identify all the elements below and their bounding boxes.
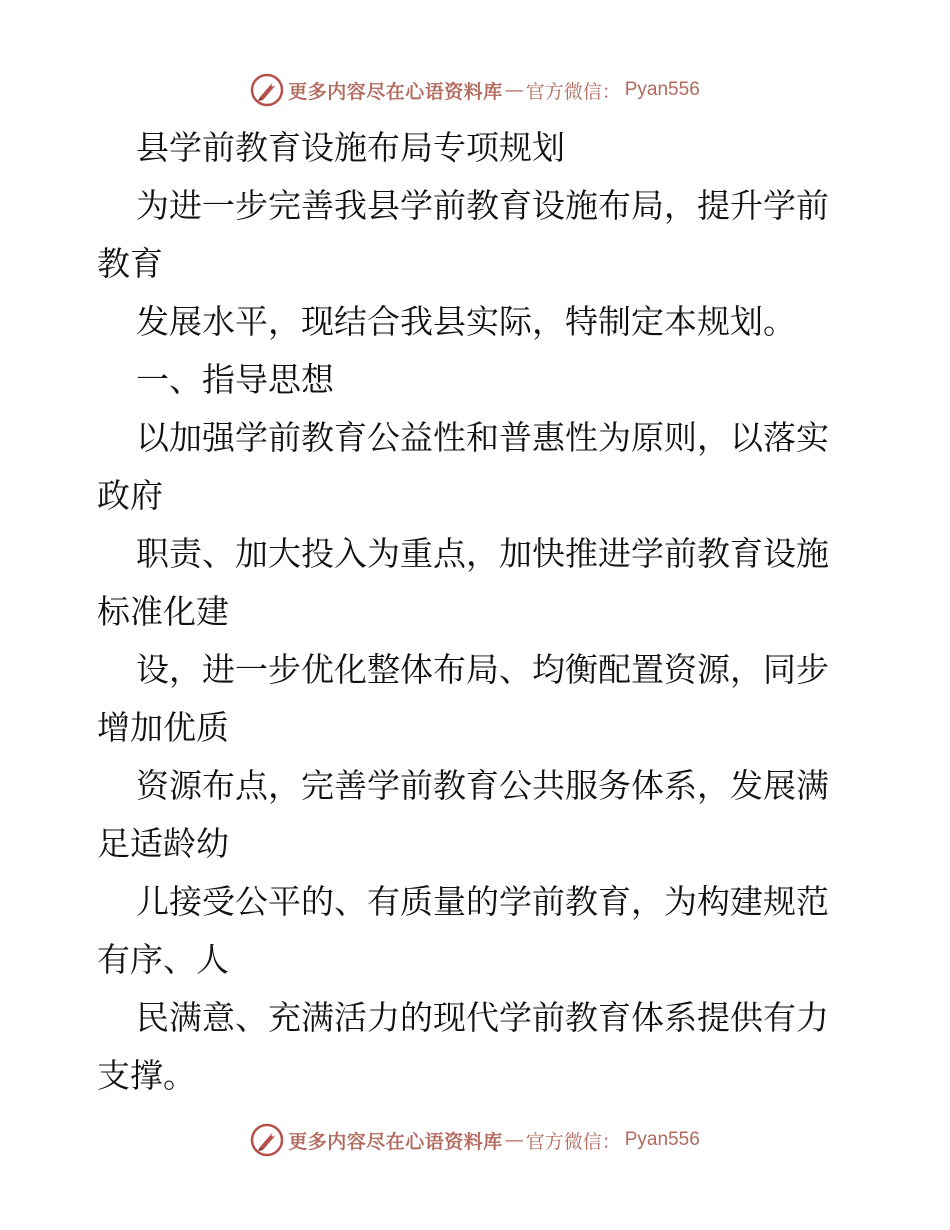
- paragraph-line: 儿接受公平的、有质量的学前教育，为构建规范: [136, 882, 829, 921]
- banner-separator: —: [504, 1129, 524, 1151]
- header-banner: [0, 70, 950, 110]
- banner-separator: —: [504, 79, 524, 101]
- paragraph-line: 发展水平，现结合我县实际，特制定本规划。: [136, 302, 796, 341]
- paragraph-line: 足适龄幼: [97, 824, 229, 863]
- paragraph-line: 支撑。: [97, 1056, 196, 1095]
- banner-label: 官方微信：: [525, 80, 621, 103]
- paragraph-line: 设，进一步优化整体布局、均衡配置资源，同步: [136, 650, 829, 689]
- pen-nib-logo-icon: [250, 73, 284, 107]
- paragraph-line: 职责、加大投入为重点，加快推进学前教育设施: [136, 534, 829, 573]
- banner-label: 官方微信：: [525, 1130, 621, 1153]
- banner-id: Pyan556: [624, 1129, 700, 1150]
- banner-text: 更多内容尽在心语资料库: [288, 1130, 503, 1153]
- banner-id: Pyan556: [624, 79, 700, 100]
- paragraph-line: 标准化建: [97, 592, 229, 631]
- section-heading: 一、指导思想: [136, 360, 334, 399]
- paragraph-line: 增加优质: [97, 708, 229, 747]
- paragraph-line: 政府: [97, 476, 163, 515]
- paragraph-line: 以加强学前教育公益性和普惠性为原则，以落实: [136, 418, 829, 457]
- paragraph-line: 有序、人: [97, 940, 229, 979]
- footer-banner: [0, 1120, 950, 1160]
- paragraph-line: 民满意、充满活力的现代学前教育体系提供有力: [136, 998, 829, 1037]
- pen-nib-logo-icon: [250, 1123, 284, 1157]
- paragraph-line: 教育: [97, 244, 163, 283]
- banner-text: 更多内容尽在心语资料库: [288, 80, 503, 103]
- paragraph-line: 为进一步完善我县学前教育设施布局，提升学前: [136, 186, 829, 225]
- paragraph-line: 资源布点，完善学前教育公共服务体系，发展满: [136, 766, 829, 805]
- document-title: 县学前教育设施布局专项规划: [136, 128, 565, 167]
